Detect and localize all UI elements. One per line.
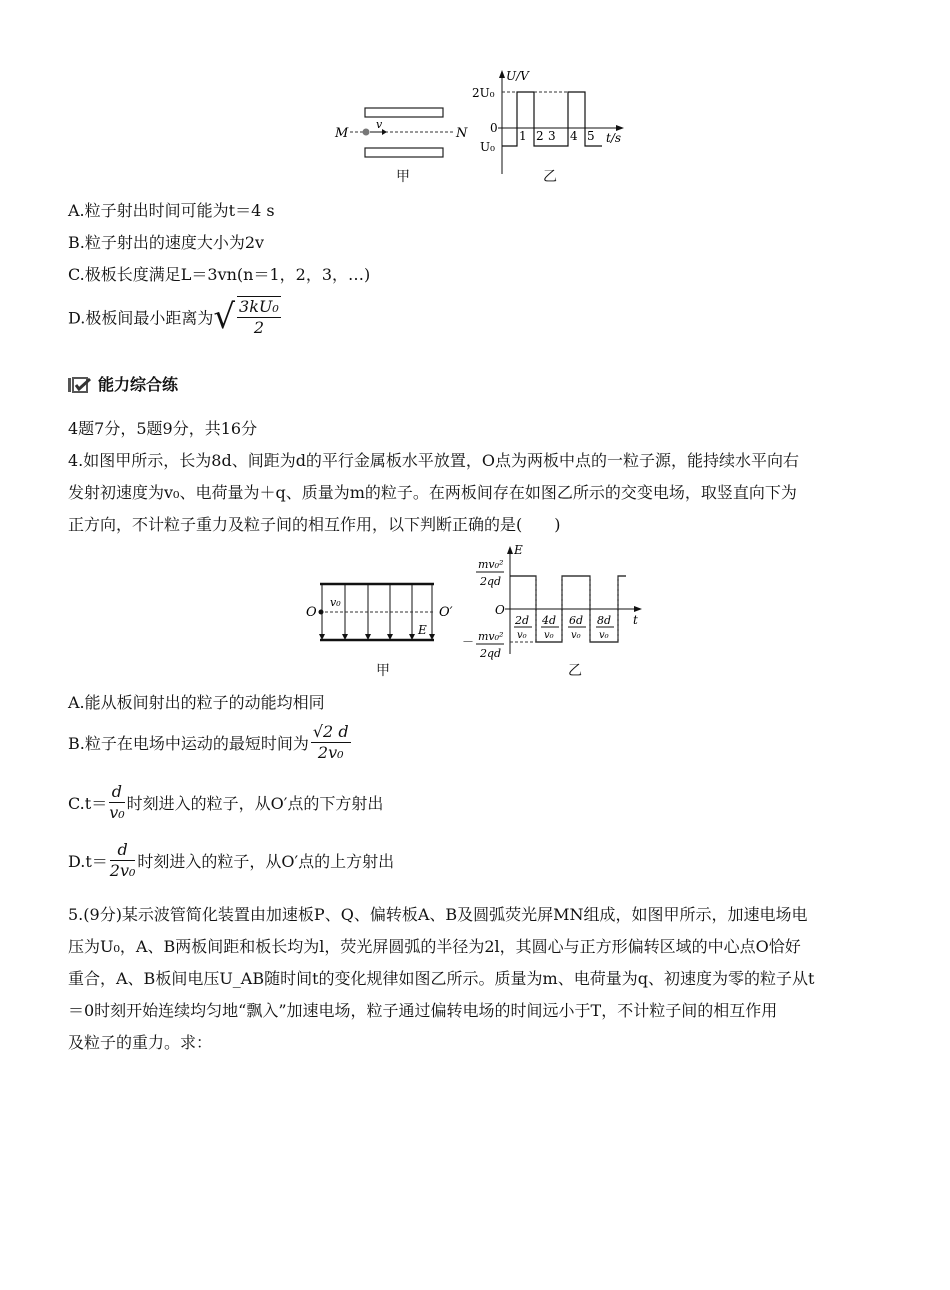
figure-1-left-caption: 甲 — [396, 169, 410, 185]
figure-1-right-caption: 乙 — [543, 169, 557, 185]
particle-source — [319, 610, 324, 615]
score-line: 4题7分，5题9分，共16分 — [68, 419, 258, 438]
q3-option-d-fraction — [237, 296, 281, 338]
bottom-value-den: 2qd — [480, 647, 502, 660]
q4-line-2: 发射初速度为v₀、电荷量为＋q、质量为m的粒子。在两板间存在如图乙所示的交变电场，取竖直向下为 — [68, 483, 797, 502]
tick-4d-num: 4d — [542, 614, 557, 627]
y-bottom-label: U₀ — [480, 140, 495, 154]
q5-line-1: 5.(9分)某示波管简化装置由加速板P、Q、偏转板A、B及圆弧荧光屏MN组成，如图甲所示，加速电场电 — [68, 905, 808, 924]
q3-option-d-numerator: 3kU₀ — [239, 297, 279, 316]
tick-2: 2 — [536, 129, 544, 143]
q4-option-d-denominator: 2v₀ — [109, 861, 136, 880]
tick-4d-den: v₀ — [544, 630, 554, 641]
q4-line-3: 正方向，不计粒子重力及粒子间的相互作用，以下判断正确的是( ) — [68, 515, 561, 534]
bottom-value-num: mv₀² — [478, 630, 504, 643]
q4-option-c-pre: C.t＝ — [68, 794, 108, 813]
figure-2-left-caption: 甲 — [376, 663, 390, 679]
tick-8d-num: 8d — [597, 614, 612, 627]
label-v0: v₀ — [330, 596, 341, 609]
q3-option-c: C.极板长度满足L＝3vn(n＝1，2，3，…) — [68, 265, 371, 284]
tick-2d-den: v₀ — [517, 630, 527, 641]
tick-5: 5 — [587, 129, 595, 143]
q4-option-c-numerator: d — [109, 782, 124, 803]
q4-option-b-denominator: 2v₀ — [317, 743, 344, 762]
q3-option-d-denominator: 2 — [253, 318, 265, 337]
upper-plate — [365, 108, 443, 117]
q4-option-a: A.能从板间射出的粒子的动能均相同 — [68, 693, 325, 712]
tick-1: 1 — [519, 129, 527, 143]
label-O-prime: O′ — [439, 605, 453, 620]
q3-option-d-text: D.极板间最小距离为 — [68, 308, 214, 328]
tick-3: 3 — [548, 129, 556, 143]
q4-line-1: 4.如图甲所示，长为8d、间距为d的平行金属板水平放置，O点为两板中点的一粒子源，能持续水平向右 — [68, 451, 800, 470]
q4-option-b — [68, 722, 353, 763]
q5-line-5: 及粒子的重力。求： — [68, 1033, 213, 1052]
label-E: E — [418, 623, 427, 637]
q4-option-b-numerator: √2 d — [312, 722, 349, 741]
tick-2d-num: 2d — [515, 614, 530, 627]
tick-4: 4 — [570, 129, 578, 143]
bottom-value-sign: － — [462, 635, 475, 649]
section-title — [68, 372, 178, 395]
y-zero-label: 0 — [490, 121, 498, 135]
checkmark-icon — [68, 377, 92, 393]
q4-option-c-fraction — [109, 782, 124, 823]
y-axis-label: U/V — [506, 69, 529, 83]
q4-option-c-denominator: v₀ — [109, 803, 125, 822]
q4-option-d-numerator: d — [110, 840, 136, 861]
label-O: O — [306, 605, 317, 620]
q3-option-b: B.粒子射出的速度大小为2v — [68, 233, 265, 252]
figure-1 — [330, 66, 630, 186]
figure-2 — [300, 542, 650, 662]
q4-option-c-post: 时刻进入的粒子，从O′点的下方射出 — [126, 794, 384, 813]
label-v: v — [376, 118, 383, 131]
y-top-label: 2U₀ — [472, 86, 495, 100]
label-M: M — [335, 126, 349, 141]
label-N: N — [456, 126, 468, 141]
q3-option-d — [68, 296, 283, 338]
q5-line-3: 重合，A、B板间电压U_AB随时间t的变化规律如图乙所示。质量为m、电荷量为q、初速度为零的粒子从t — [68, 969, 815, 988]
particle — [363, 129, 370, 136]
q4-option-d — [68, 840, 394, 881]
tick-6d-den: v₀ — [571, 630, 581, 641]
q3-option-a: A.粒子射出时间可能为t＝4 s — [68, 201, 275, 220]
section-title-text: 能力综合练 — [98, 375, 179, 394]
tick-8d-den: v₀ — [599, 630, 609, 641]
q4-option-d-post: 时刻进入的粒子，从O′点的上方射出 — [137, 852, 395, 871]
tick-6d-num: 6d — [569, 614, 584, 627]
q4-option-b-text: B.粒子在电场中运动的最短时间为 — [68, 734, 309, 753]
q4-option-d-pre: D.t＝ — [68, 852, 108, 871]
y-axis-label-E: E — [514, 543, 523, 557]
q5-line-2: 压为U₀，A、B两板间距和板长均为l，荧光屏圆弧的半径为2l，其圆心与正方形偏转区域的中心点O恰好 — [68, 937, 801, 956]
lower-plate — [365, 148, 443, 157]
top-value-den: 2qd — [480, 575, 502, 588]
top-value-num: mv₀² — [478, 558, 504, 571]
x-axis-label: t/s — [606, 131, 622, 145]
x-axis-label-t: t — [633, 613, 638, 627]
q4-option-b-fraction — [311, 722, 351, 763]
zero-label: O — [495, 603, 505, 617]
q5-line-4: ＝0时刻开始连续均匀地“飘入”加速电场，粒子通过偏转电场的时间远小于T，不计粒子间的相互作用 — [68, 1001, 778, 1020]
q4-option-c — [68, 782, 383, 823]
sqrt-symbol: √ — [213, 297, 236, 337]
q4-option-d-fraction — [110, 840, 136, 881]
figure-2-right-caption: 乙 — [568, 663, 582, 679]
